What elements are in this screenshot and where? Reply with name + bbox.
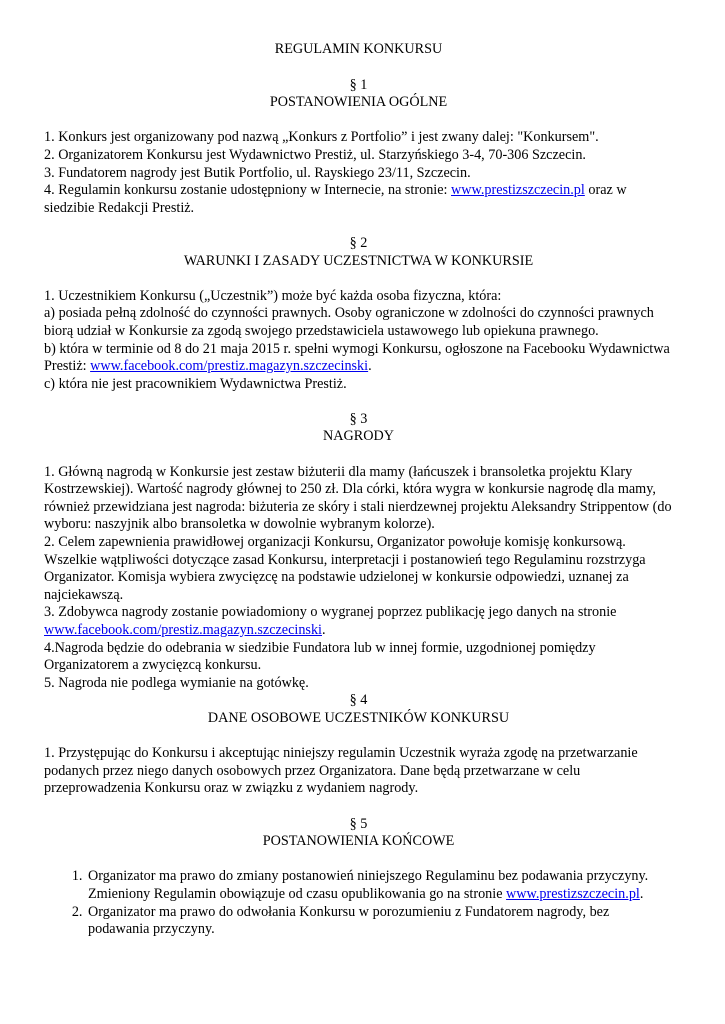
section-3-paragraph-3-text: 3. Zdobywca nagrody zostanie powiadomiony o wygranej poprzez publikację jego danych na stronie — [44, 604, 617, 621]
section-2-item-b — [44, 341, 673, 376]
prestiz-website-link[interactable]: www.prestizszczecin.pl — [451, 182, 585, 199]
section-1-paragraph-3: 3. Fundatorem nagrody jest Butik Portfolio, ul. Rayskiego 23/11, Szczecin. — [44, 164, 471, 181]
section-5-item-1-tail: . — [639, 885, 644, 902]
section-3-paragraph-4: 4.Nagroda będzie do odebrania w siedzibie Fundatora lub w innej formie, uzgodnionej pomiędzy Organizatorem a zwycięzcą konkursu. — [44, 639, 596, 674]
prestiz-website-link-final[interactable]: www.prestizszczecin.pl — [506, 885, 640, 902]
section-1-paragraph-4 — [44, 182, 673, 217]
section-5-heading: POSTANOWIENIA KOŃCOWE — [262, 833, 455, 850]
section-5-number: § 5 — [349, 815, 368, 832]
section-1-heading: POSTANOWIENIA OGÓLNE — [269, 94, 448, 111]
section-1-number: § 1 — [349, 76, 368, 93]
section-3-number: § 3 — [349, 410, 368, 427]
section-3-paragraph-3 — [44, 604, 673, 639]
section-5-list — [44, 868, 673, 938]
section-4-paragraph-1: 1. Przystępując do Konkursu i akceptując niniejszy regulamin Uczestnik wyraża zgodę na przetwarzanie podanych przez niego danych osobowych przez Organizatora. Dane będą przetwarzane w celu przeprowadzenia Konkursu oraz w związku z wydaniem nagrody. — [44, 745, 638, 797]
section-1-paragraph-4-tail: oraz w siedzibie Redakcji Prestiż. — [44, 182, 627, 216]
section-2-heading: WARUNKI I ZASADY UCZESTNICTWA W KONKURSIE — [183, 252, 534, 269]
section-2-item-c: c) która nie jest pracownikiem Wydawnictwa Prestiż. — [44, 375, 347, 392]
section-1-paragraph-1: 1. Konkurs jest organizowany pod nazwą „Konkurs z Portfolio” i jest zwany dalej: "Konkursem". — [44, 129, 599, 146]
section-5-item-1-text: Organizator ma prawo do zmiany postanowień niniejszego Regulaminu bez podawania przyczyny. Zmieniony Regulamin obowiązuje od czasu opublikowania go na stronie — [88, 868, 649, 902]
section-2-item-b-text: b) która w terminie od 8 do 21 maja 2015 r. spełni wymogi Konkursu, ogłoszone na Facebooku Wydawnictwa Prestiż: — [44, 340, 670, 375]
section-3-paragraph-1: 1. Główną nagrodą w Konkursie jest zestaw biżuterii dla mamy (łańcuszek i bransoletka projektu Klary Kostrzewskiej). Wartość nagrody głównej to 250 zł. Dla córki, która wygra w konkursie nagrodę dla mamy, również przewidziana jest nagroda: biżuteria ze skóry i stali nierdzewnej projektu Aleksandry Strippentow (do wyboru: naszyjnik albo bransoletka w dowolnie wybranym kolorze). — [44, 463, 672, 533]
section-5-item-1 — [86, 868, 673, 903]
section-2-item-b-tail: . — [368, 358, 372, 375]
section-1-paragraph-4-text: 4. Regulamin konkursu zostanie udostępniony w Internecie, na stronie: — [44, 182, 452, 199]
section-3-paragraph-2: 2. Celem zapewnienia prawidłowej organizacji Konkursu, Organizator powołuje komisję konkursową. Wszelkie wątpliwości dotyczące zasad Konkursu, interpretacji i postanowień tego Regulaminu rozstrzyga Organizator. Komisja wybiera zwycięzcę na podstawie udzielonej w konkursie odpowiedzi, uznanej za najciekawszą. — [44, 534, 646, 603]
section-4-number: § 4 — [349, 692, 368, 709]
facebook-link-winner[interactable]: www.facebook.com/prestiz.magazyn.szczecinski — [44, 622, 322, 638]
section-1-paragraph-2: 2. Organizatorem Konkursu jest Wydawnictwo Prestiż, ul. Starzyńskiego 3-4, 70-306 Szczecin. — [44, 146, 586, 163]
section-2-item-a: a) posiada pełną zdolność do czynności prawnych. Osoby ograniczone w zdolności do czynności prawnych biorą udział w Konkursie za zgodą swojego przedstawiciela ustawowego lub opiekuna prawnego. — [44, 305, 654, 339]
section-2-number: § 2 — [349, 234, 368, 251]
section-3-paragraph-5: 5. Nagroda nie podlega wymianie na gotówkę. — [44, 674, 309, 691]
section-3-paragraph-3-tail: . — [322, 622, 326, 638]
facebook-link[interactable]: www.facebook.com/prestiz.magazyn.szczecinski — [90, 358, 369, 375]
section-4-heading: DANE OSOBOWE UCZESTNIKÓW KONKURSU — [207, 709, 510, 726]
section-2-paragraph-1: 1. Uczestnikiem Konkursu („Uczestnik”) może być każda osoba fizyczna, która: — [44, 287, 502, 304]
section-3-heading: NAGRODY — [323, 428, 394, 445]
document-title: REGULAMIN KONKURSU — [274, 41, 443, 57]
section-5-item-2: 2. Organizator ma prawo do odwołania Konkursu w porozumieniu z Fundatorem nagrody, bez podawania przyczyny. — [86, 904, 673, 939]
